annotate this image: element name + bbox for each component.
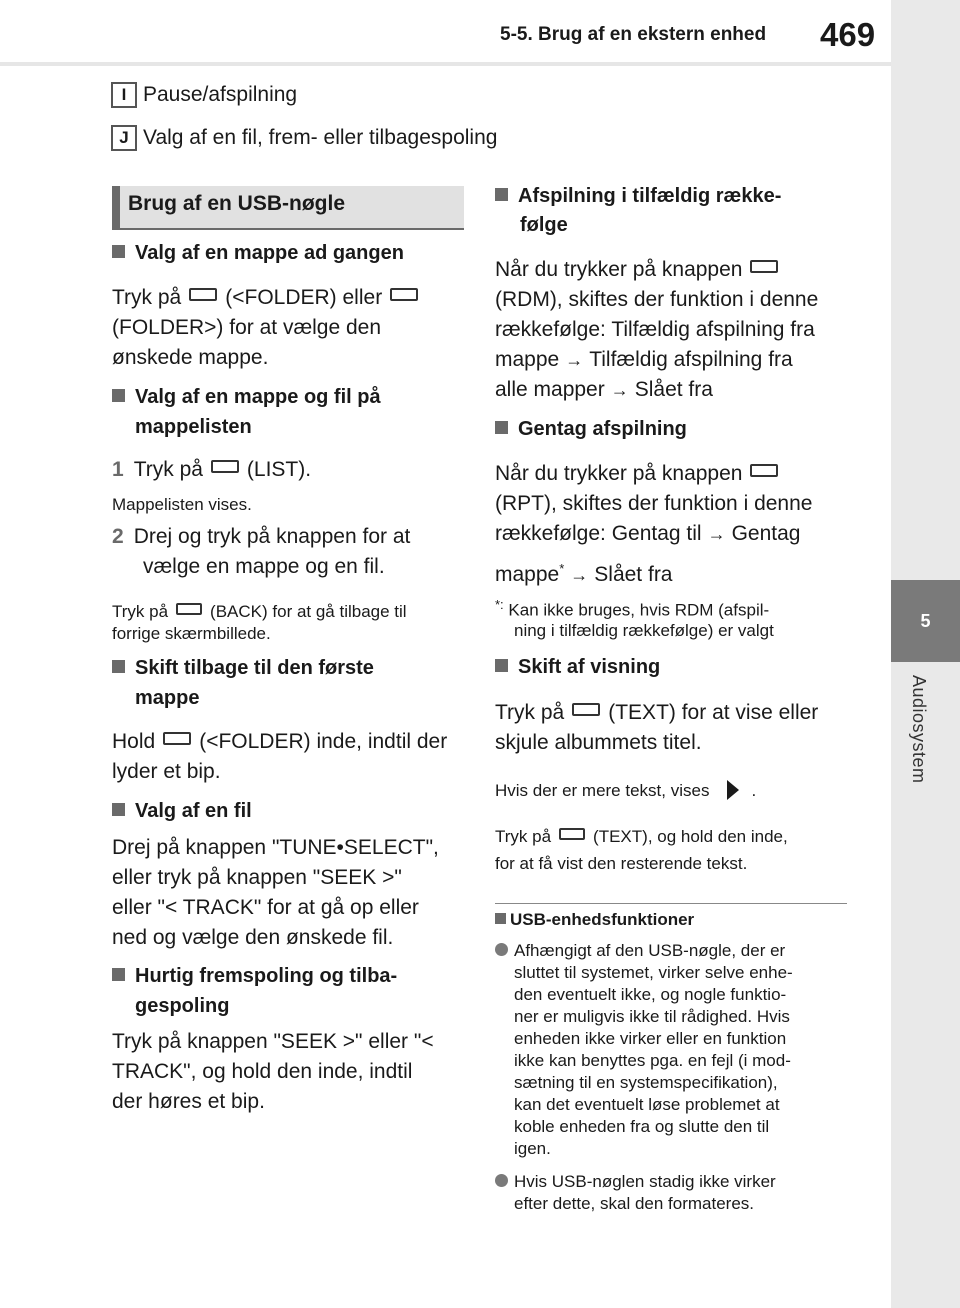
- page-number: 469: [820, 16, 876, 53]
- para-line: TRACK", og hold den inde, indtil: [112, 1060, 413, 1083]
- button-icon: [572, 703, 600, 716]
- square-bullet-icon: [495, 188, 508, 201]
- heading-first-folder: Skift tilbage til den første: [112, 653, 374, 683]
- chapter-tab-top: [891, 0, 960, 580]
- chapter-number: 5: [891, 580, 960, 662]
- para-folder-once: Tryk på (<FOLDER) eller: [112, 283, 426, 313]
- arrow-right-icon: →: [565, 350, 584, 370]
- key-box-j: J: [111, 125, 137, 151]
- bullet-usb-2: Hvis USB-nøglen stadig ikke virker efter dette, skal den formateres.: [495, 1171, 776, 1215]
- arrow-right-icon: →: [707, 524, 726, 544]
- para-rpt: Når du trykker på knappen: [495, 459, 786, 489]
- para-line: skjule albummets titel.: [495, 731, 702, 754]
- item-select-file: Valg af en fil, frem- eller tilbagespoling: [143, 126, 498, 149]
- round-bullet-icon: [495, 1174, 508, 1187]
- para-line: (FOLDER>) for at vælge den: [112, 316, 382, 339]
- bullet-usb-1: Afhængigt af den USB-nøgle, der er sluttet til systemet, virker selve enhe- den eventuelt ikke, og nogle funktio- ner er muligvis ikke til rådighed. Hvis enheden ikke virker eller en funktion ikke kan benyttes pga. en fejl (i mod- sætning til en systemspecifikation), kan det eventuelt løse problemet at koble enheden fra og slutte den til igen.: [495, 940, 793, 1160]
- heading-folder-list: Valg af en mappe og fil på: [112, 382, 381, 412]
- heading-folder-once: Valg af en mappe ad gangen: [112, 238, 404, 268]
- section-box-bar: [112, 186, 120, 228]
- footnote-rdm: *: Kan ikke bruges, hvis RDM (afspil-: [495, 597, 770, 620]
- note-line: for at få vist den resterende tekst.: [495, 854, 748, 873]
- note-hold-text: Tryk på (TEXT), og hold den inde,: [495, 827, 788, 846]
- note-more-text: Hvis der er mere tekst, vises .: [495, 781, 757, 800]
- section-heading: Brug af en USB-nøgle: [128, 192, 346, 215]
- section-underline: [112, 228, 464, 230]
- note-line: forrige skærmbillede.: [112, 624, 271, 643]
- para-line: (RPT), skiftes der funktion i denne: [495, 492, 813, 515]
- step-2: 2 Drej og tryk på knappen for at: [112, 525, 411, 548]
- square-bullet-icon: [495, 913, 506, 924]
- square-bullet-icon: [495, 659, 508, 672]
- chapter-label: Audiosystem: [909, 675, 929, 784]
- step-line: vælge en mappe og en fil.: [143, 555, 385, 578]
- key-box-i: I: [111, 82, 137, 108]
- para-line: alle mapper → Slået fra: [495, 375, 713, 405]
- note-back: Tryk på (BACK) for at gå tilbage til: [112, 602, 407, 621]
- para-line: Tryk på knappen "SEEK >" eller "<: [112, 1030, 434, 1053]
- more-text-arrow-icon: [727, 780, 739, 800]
- section-title: 5-5. Brug af en ekstern enhed: [500, 24, 767, 45]
- para-line: (RDM), skiftes der funktion i denne: [495, 288, 819, 311]
- para-line: mappe* → Slået fra: [495, 554, 673, 590]
- para-line: der høres et bip.: [112, 1090, 265, 1113]
- para-line: eller "< TRACK" for at gå op eller: [112, 896, 419, 919]
- square-bullet-icon: [112, 803, 125, 816]
- button-icon: [750, 464, 778, 477]
- step-1: 1 Tryk på (LIST).: [112, 458, 312, 481]
- heading-line: mappe: [135, 687, 200, 709]
- para-line: ønskede mappe.: [112, 346, 269, 369]
- heading-display: Skift af visning: [495, 652, 660, 682]
- button-icon: [163, 732, 191, 745]
- para-hold: Hold (<FOLDER) inde, indtil der: [112, 730, 448, 753]
- heading-fast-forward: Hurtig fremspoling og tilba-: [112, 961, 397, 991]
- header-divider: [0, 62, 960, 66]
- para-rdm: Når du trykker på knappen: [495, 255, 786, 285]
- para-line: mappe → Tilfældig afspilning fra: [495, 345, 793, 375]
- square-bullet-icon: [112, 660, 125, 673]
- arrow-right-icon: →: [570, 565, 589, 585]
- para-line: rækkefølge: Gentag til → Gentag: [495, 519, 800, 549]
- heading-line: følge: [520, 214, 568, 236]
- heading-random: Afspilning i tilfældig række-: [495, 181, 781, 211]
- divider: [495, 903, 847, 904]
- heading-select-file: Valg af en fil: [112, 796, 252, 826]
- button-icon: [750, 260, 778, 273]
- square-bullet-icon: [495, 421, 508, 434]
- para-line: rækkefølge: Tilfældig afspilning fra: [495, 318, 815, 341]
- heading-line: gespoling: [135, 995, 230, 1017]
- button-icon: [211, 460, 239, 473]
- para-line: ned og vælge den ønskede fil.: [112, 926, 394, 949]
- para-line: lyder et bip.: [112, 760, 221, 783]
- button-icon: [189, 288, 217, 301]
- square-bullet-icon: [112, 245, 125, 258]
- square-bullet-icon: [112, 968, 125, 981]
- square-bullet-icon: [112, 389, 125, 402]
- step-note: Mappelisten vises.: [112, 495, 252, 514]
- arrow-right-icon: →: [610, 380, 629, 400]
- button-icon: [390, 288, 418, 301]
- heading-usb-functions: USB-enhedsfunktioner: [495, 909, 694, 931]
- para-line: eller tryk på knappen "SEEK >": [112, 866, 402, 889]
- button-icon: [176, 603, 202, 615]
- heading-line: mappelisten: [135, 416, 252, 438]
- footnote-line: ning i tilfældig rækkefølge) er valgt: [514, 621, 774, 640]
- heading-repeat: Gentag afspilning: [495, 414, 687, 444]
- item-pause: Pause/afspilning: [143, 83, 298, 106]
- para-line: Drej på knappen "TUNE•SELECT",: [112, 836, 439, 859]
- round-bullet-icon: [495, 943, 508, 956]
- button-icon: [559, 828, 585, 840]
- para-text: Tryk på (TEXT) for at vise eller: [495, 701, 819, 724]
